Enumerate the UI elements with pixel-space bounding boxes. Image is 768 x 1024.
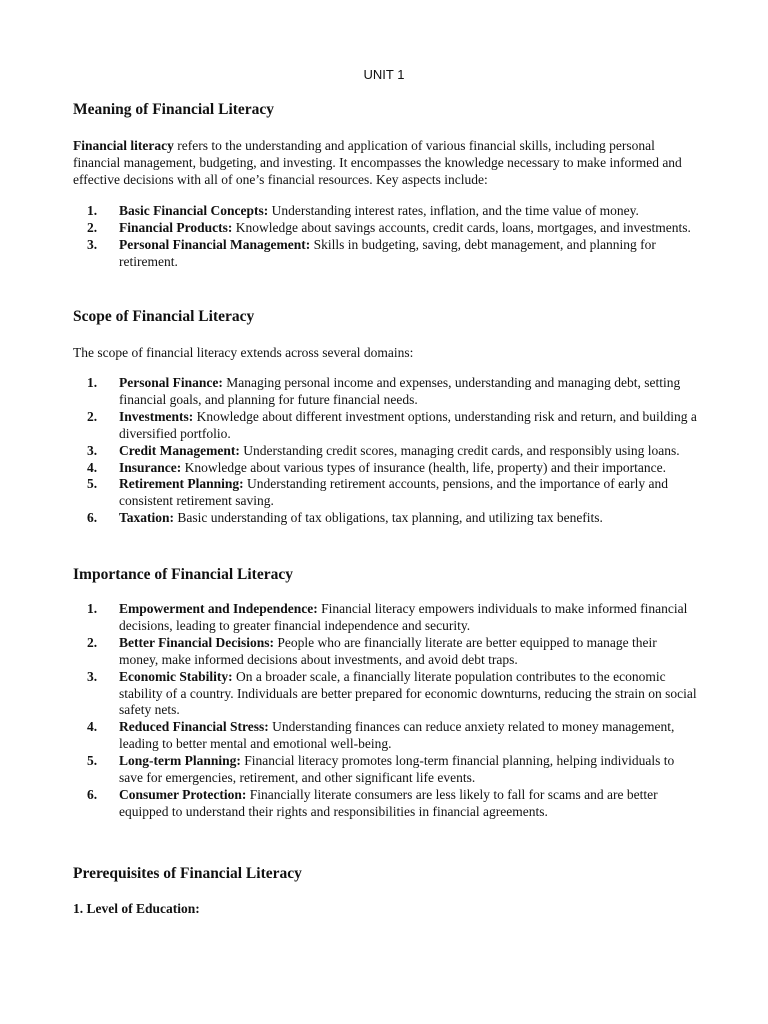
list-item bbox=[73, 460, 698, 477]
item-text: On a broader scale, a financially literate population contributes to the economic stability of a country. Individuals are better prepared for economic downturns, reducing the strain on social safety nets. bbox=[119, 668, 697, 718]
heading-prerequisites: Prerequisites of Financial Literacy bbox=[73, 865, 302, 882]
item-number: 6. bbox=[87, 786, 98, 802]
importance-list bbox=[73, 601, 698, 821]
meaning-list bbox=[73, 203, 698, 271]
item-term: Investments: bbox=[119, 408, 194, 424]
item-term: Retirement Planning: bbox=[119, 476, 244, 492]
list-item bbox=[73, 375, 698, 409]
list-item bbox=[73, 203, 698, 220]
item-text: Understanding finances can reduce anxiety related to money management, leading to better mental and emotional well-being. bbox=[119, 719, 675, 752]
item-text: Knowledge about various types of insurance (health, life, property) and their importance. bbox=[181, 459, 666, 475]
list-item bbox=[73, 753, 698, 787]
list-item bbox=[73, 237, 698, 271]
item-text: Managing personal income and expenses, understanding and managing debt, setting financial goals, and planning for future financial needs. bbox=[119, 375, 681, 407]
meaning-intro-text: refers to the understanding and application of various financial skills, including personal financial management, budgeting, and investing. It encompasses the knowledge necessary to make informed and effective decisions with all of one’s financial resources. Key aspects include: bbox=[73, 138, 682, 187]
list-item bbox=[73, 635, 698, 669]
list-item bbox=[73, 669, 698, 720]
list-item bbox=[73, 476, 698, 510]
item-term: Insurance: bbox=[119, 459, 182, 475]
heading-meaning: Meaning of Financial Literacy bbox=[73, 101, 275, 118]
item-term: Financial Products: bbox=[119, 219, 233, 235]
item-text: Financial literacy empowers individuals to make informed financial decisions, leading to greater financial independence and security. bbox=[119, 601, 688, 633]
item-text: People who are financially literate are better equipped to manage their money, make informed decisions about investments, and avoid debt traps. bbox=[119, 634, 657, 667]
item-number: 5. bbox=[87, 753, 98, 769]
item-number: 5. bbox=[87, 476, 98, 492]
scope-intro: The scope of financial literacy extends across several domains: bbox=[73, 345, 414, 360]
item-text: Financially literate consumers are less likely to fall for scams and are better equipped to understand their rights and responsibilities in financial agreements. bbox=[119, 786, 658, 819]
list-item bbox=[73, 719, 698, 753]
item-number: 1. bbox=[87, 203, 98, 218]
item-term: Basic Financial Concepts: bbox=[119, 203, 269, 218]
item-term: Personal Financial Management: bbox=[119, 236, 311, 252]
item-term: Better Financial Decisions: bbox=[119, 634, 274, 650]
item-term: Personal Finance: bbox=[119, 375, 223, 390]
heading-scope: Scope of Financial Literacy bbox=[73, 308, 255, 325]
item-term: Empowerment and Independence: bbox=[119, 601, 318, 616]
item-text: Knowledge about different investment options, understanding risk and return, and building a diversified portfolio. bbox=[119, 408, 697, 441]
list-item bbox=[73, 601, 698, 635]
item-number: 4. bbox=[87, 719, 98, 735]
list-item bbox=[73, 220, 698, 237]
list-item bbox=[73, 443, 698, 460]
meaning-intro-term: Financial literacy bbox=[73, 138, 174, 153]
item-text: Skills in budgeting, saving, debt management, and planning for retirement. bbox=[119, 236, 656, 269]
item-number: 2. bbox=[87, 408, 98, 424]
item-number: 1. bbox=[87, 601, 98, 616]
unit-label: UNIT 1 bbox=[363, 67, 405, 82]
item-number: 1. bbox=[87, 375, 98, 390]
item-term: Reduced Financial Stress: bbox=[119, 719, 269, 735]
item-text: Understanding retirement accounts, pensions, and the importance of early and consistent retirement saving. bbox=[119, 476, 668, 509]
item-number: 4. bbox=[87, 459, 98, 475]
item-number: 6. bbox=[87, 510, 98, 526]
item-term: Economic Stability: bbox=[119, 668, 233, 684]
item-text: Financial literacy promotes long-term financial planning, helping individuals to save for emergencies, retirement, and other significant life events. bbox=[119, 753, 675, 786]
item-number: 3. bbox=[87, 236, 98, 252]
item-number: 3. bbox=[87, 442, 98, 458]
heading-importance: Importance of Financial Literacy bbox=[73, 566, 293, 583]
item-term: Taxation: bbox=[119, 510, 175, 526]
list-item bbox=[73, 409, 698, 443]
item-number: 3. bbox=[87, 668, 98, 684]
item-number: 2. bbox=[87, 634, 98, 650]
subheading-level-of-education: 1. Level of Education: bbox=[73, 901, 200, 916]
list-item bbox=[73, 510, 698, 527]
meaning-intro bbox=[73, 137, 703, 188]
scope-list bbox=[73, 375, 698, 527]
item-text: Knowledge about savings accounts, credit cards, loans, mortgages, and investments. bbox=[232, 219, 691, 235]
item-term: Credit Management: bbox=[119, 442, 240, 458]
item-number: 2. bbox=[87, 219, 98, 235]
item-term: Consumer Protection: bbox=[119, 786, 247, 802]
item-term: Long-term Planning: bbox=[119, 753, 241, 769]
list-item bbox=[73, 787, 698, 821]
item-text: Understanding credit scores, managing credit cards, and responsibly using loans. bbox=[239, 442, 680, 458]
item-text: Understanding interest rates, inflation, and the time value of money. bbox=[268, 203, 639, 218]
item-text: Basic understanding of tax obligations, tax planning, and utilizing tax benefits. bbox=[174, 510, 603, 526]
